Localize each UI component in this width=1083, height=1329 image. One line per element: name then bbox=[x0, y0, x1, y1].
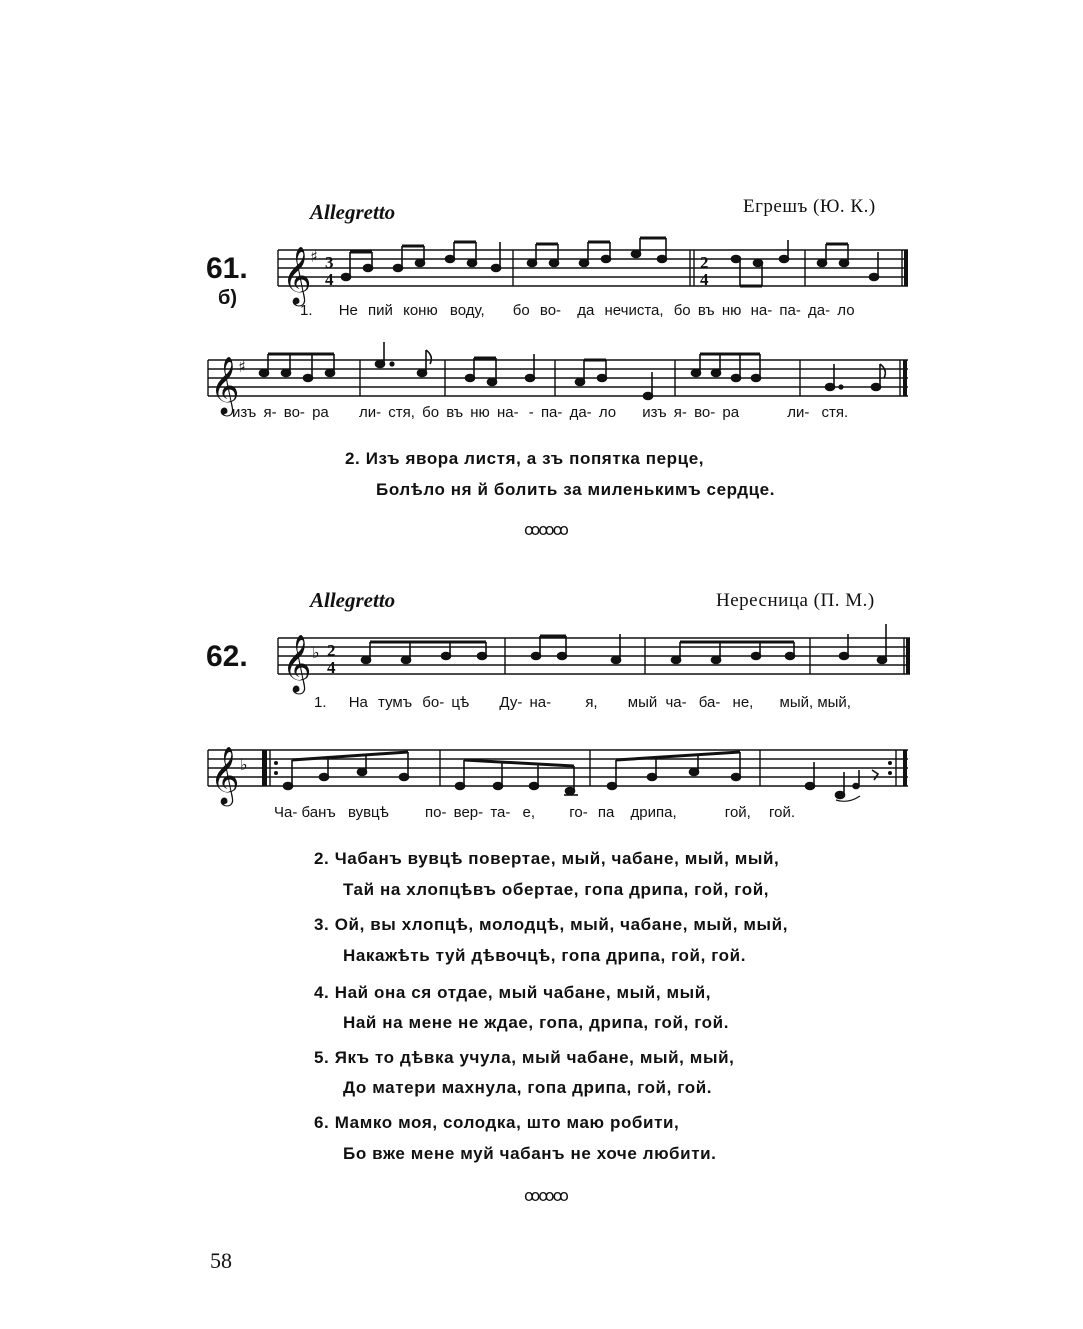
song62-verse-6 bbox=[314, 1113, 679, 1133]
song62-staff-2 bbox=[200, 722, 915, 802]
song62-verse-4 bbox=[314, 983, 711, 1003]
song62-verse-2-line-b: Тай на хлопцѣвъ обертае, гопа дрипа, гой, гой, bbox=[343, 880, 770, 899]
verse-number: 2. bbox=[314, 849, 330, 868]
verse-line-a: Изъ явора листя, а зъ попятка перце, bbox=[365, 449, 705, 468]
verse-line-a: Якъ то дѣвка учула, мый чабане, мый, мый, bbox=[334, 1048, 735, 1067]
svg-text:♭: ♭ bbox=[312, 643, 320, 662]
svg-text:2: 2 bbox=[700, 253, 709, 272]
lyric-syllable: бо bbox=[422, 404, 440, 421]
lyric-syllable: изъ bbox=[642, 404, 667, 421]
lyric-syllable: во- bbox=[539, 302, 562, 319]
svg-text:4: 4 bbox=[700, 270, 709, 289]
song61-number: 61. bbox=[206, 252, 248, 285]
lyric-syllable: коню bbox=[403, 302, 438, 319]
lyric-syllable: банъ bbox=[301, 804, 336, 821]
verse-number: 4. bbox=[314, 983, 330, 1002]
song61-lyric-line-1 bbox=[300, 302, 900, 319]
lyric-syllable: е, bbox=[522, 804, 536, 821]
song62-lyric-line-1 bbox=[314, 694, 914, 711]
lyric-syllable: на- bbox=[529, 694, 552, 711]
lyric-syllable: Не bbox=[338, 302, 358, 319]
svg-text:♯: ♯ bbox=[310, 247, 318, 266]
lyric-syllable: воду, bbox=[449, 302, 485, 319]
page-number: 58 bbox=[210, 1248, 232, 1273]
lyric-syllable: па- bbox=[779, 302, 801, 319]
song62-verse-2 bbox=[314, 849, 779, 869]
lyric-syllable: па- bbox=[540, 404, 563, 421]
lyric-syllable: я, bbox=[585, 694, 598, 711]
song61-lyric-line-2 bbox=[232, 404, 912, 421]
svg-text:4: 4 bbox=[327, 658, 336, 677]
lyric-syllable: во- bbox=[694, 404, 716, 421]
lyric-syllable: стя, bbox=[388, 404, 415, 421]
lyric-syllable: въ bbox=[446, 404, 464, 421]
lyric-syllable: гой. bbox=[769, 804, 796, 821]
lyric-syllable: вувцѣ bbox=[347, 804, 389, 821]
lyric-syllable: стя. bbox=[821, 404, 849, 421]
lyric-syllable: го- bbox=[569, 804, 588, 821]
lyric-syllable: не, bbox=[732, 694, 754, 711]
lyric-syllable: да- bbox=[808, 302, 831, 319]
lyric-syllable: мый, bbox=[817, 694, 851, 711]
svg-text:𝄞: 𝄞 bbox=[210, 746, 240, 804]
lyric-syllable: да- bbox=[569, 404, 592, 421]
song61-verse-2-line-b: Болѣло ня й болить за миленькимъ сердце. bbox=[376, 480, 776, 499]
lyric-syllable: ча- bbox=[665, 694, 687, 711]
song62-verse-6-line-b: Бо вже мене муй чабанъ не хоче любити. bbox=[343, 1144, 717, 1163]
lyric-syllable: ли- bbox=[358, 404, 382, 421]
song62-tempo: Allegretto bbox=[310, 588, 396, 612]
lyric-syllable: во- bbox=[283, 404, 305, 421]
song62-source: Нересница (П. М.) bbox=[716, 590, 875, 611]
lyric-syllable: въ bbox=[697, 302, 715, 319]
lyric-syllable: ло bbox=[598, 404, 617, 421]
lyric-syllable: бо- bbox=[422, 694, 445, 711]
lyric-syllable: мый, bbox=[779, 694, 814, 711]
verse-number: 5. bbox=[314, 1048, 330, 1067]
song61-staff-1 bbox=[270, 232, 920, 302]
lyric-syllable: бо bbox=[512, 302, 530, 319]
song62-verse-4-line-b: Най на мене не ждае, гопа, дрипа, гой, гой. bbox=[343, 1013, 730, 1032]
verse-line-a: Чабанъ вувцѣ повертае, мый, чабане, мый, мый, bbox=[334, 849, 780, 868]
lyric-syllable: нечиста, bbox=[604, 302, 664, 319]
svg-text:2: 2 bbox=[327, 641, 336, 660]
lyric-syllable: на- bbox=[750, 302, 773, 319]
ornament-divider: ꝏꝏꝏ bbox=[524, 520, 567, 539]
lyric-syllable: та- bbox=[490, 804, 511, 821]
song61-tempo: Allegretto bbox=[310, 200, 396, 224]
song61-source: Егрешъ (Ю. К.) bbox=[743, 196, 876, 217]
lyric-syllable: 1. bbox=[300, 302, 313, 319]
lyric-syllable: цѣ bbox=[451, 694, 470, 711]
lyric-syllable: вер- bbox=[453, 804, 484, 821]
svg-text:𝄞: 𝄞 bbox=[282, 634, 312, 692]
lyric-syllable: па bbox=[597, 804, 615, 821]
lyric-syllable: я- bbox=[673, 404, 687, 421]
song62-verse-5 bbox=[314, 1048, 734, 1068]
verse-number: 2. bbox=[345, 449, 361, 468]
song62-verse-5-line-b: До матери махнула, гопа дрипа, гой, гой. bbox=[343, 1078, 713, 1097]
lyric-syllable: по- bbox=[425, 804, 447, 821]
verse-line-a: Мамко моя, солодка, што маю робити, bbox=[334, 1113, 680, 1132]
lyric-syllable: я- bbox=[263, 404, 277, 421]
lyric-syllable: на- bbox=[496, 404, 519, 421]
lyric-syllable: ло bbox=[837, 302, 855, 319]
lyric-syllable: изъ bbox=[232, 404, 257, 421]
lyric-syllable: бо bbox=[673, 302, 691, 319]
verse-line-a: Ой, вы хлопцѣ, молодцѣ, мый, чабане, мый, мый, bbox=[334, 915, 789, 934]
lyric-syllable: ра bbox=[722, 404, 740, 421]
lyric-syllable: ли- bbox=[787, 404, 810, 421]
svg-text:4: 4 bbox=[325, 270, 334, 289]
verse-line-a: Най она ся отдае, мый чабане, мый, мый, bbox=[334, 983, 712, 1002]
lyric-syllable: тумъ bbox=[378, 694, 413, 711]
lyric-syllable: ню bbox=[470, 404, 490, 421]
lyric-syllable: ню bbox=[721, 302, 742, 319]
lyric-syllable: На bbox=[348, 694, 368, 711]
lyric-syllable: пий bbox=[368, 302, 393, 319]
song61-subtitle: б) bbox=[218, 287, 238, 309]
song62-lyric-line-2 bbox=[274, 804, 914, 821]
song62-verse-3-line-b: Накажѣть туй дѣвочцѣ, гопа дрипа, гой, гой. bbox=[343, 946, 747, 965]
svg-text:𝄞: 𝄞 bbox=[282, 246, 312, 304]
lyric-syllable: мый bbox=[627, 694, 658, 711]
svg-text:3: 3 bbox=[325, 253, 334, 272]
song62-number: 62. bbox=[206, 640, 248, 673]
song61-verse-2 bbox=[345, 449, 704, 469]
lyric-syllable: ра bbox=[312, 404, 329, 421]
song62-staff-1 bbox=[270, 620, 920, 690]
verse-number: 6. bbox=[314, 1113, 330, 1132]
lyric-syllable: гой, bbox=[724, 804, 751, 821]
svg-text:♯: ♯ bbox=[238, 357, 246, 376]
verse-number: 3. bbox=[314, 915, 330, 934]
ornament-divider: ꝏꝏꝏ bbox=[524, 1186, 567, 1205]
lyric-syllable: да bbox=[577, 302, 595, 319]
svg-text:𝄞: 𝄞 bbox=[210, 356, 240, 414]
lyric-syllable: ба- bbox=[698, 694, 721, 711]
lyric-syllable: - bbox=[528, 404, 534, 421]
lyric-syllable: 1. bbox=[314, 694, 327, 711]
lyric-syllable: дрипа, bbox=[630, 804, 677, 821]
lyric-syllable: Ча- bbox=[274, 804, 298, 821]
song62-verse-3 bbox=[314, 915, 788, 935]
svg-text:♭: ♭ bbox=[240, 755, 248, 774]
lyric-syllable: Ду- bbox=[499, 694, 523, 711]
